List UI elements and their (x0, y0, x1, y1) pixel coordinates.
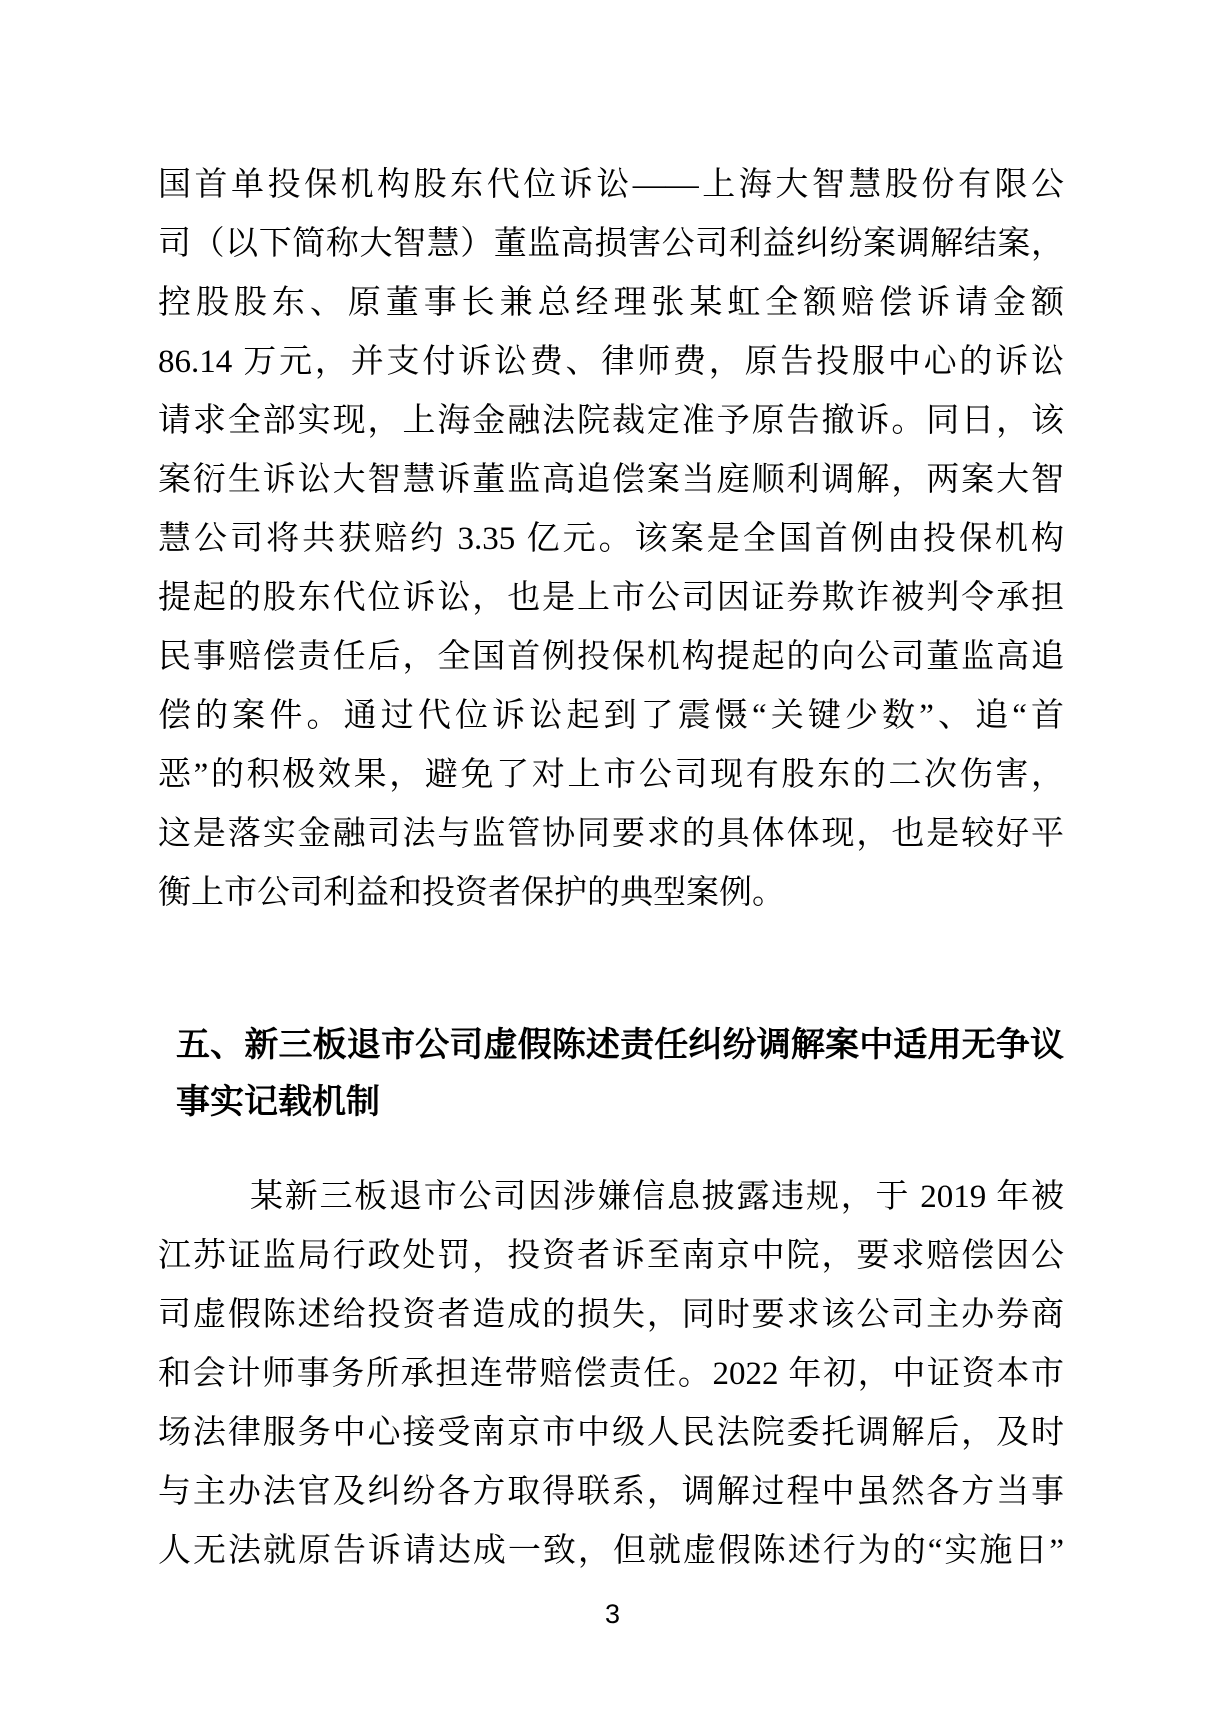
text-line: 民事赔偿责任后，全国首例投保机构提起的向公司董监高追 (158, 639, 1064, 675)
text-line: 某新三板退市公司因涉嫌信息披露违规，于 2019 年被 (250, 1179, 1064, 1215)
text-line: 与主办法官及纠纷各方取得联系，调解过程中虽然各方当事 (158, 1474, 1064, 1510)
text-line: 人无法就原告诉请达成一致，但就虚假陈述行为的“实施日” (158, 1533, 1064, 1569)
paragraph-body (158, 1168, 1064, 1581)
page-content (158, 156, 1064, 1581)
text-line: 江苏证监局行政处罚，投资者诉至南京中院，要求赔偿因公 (158, 1238, 1064, 1274)
text-line: 控股股东、原董事长兼总经理张某虹全额赔偿诉请金额 (158, 285, 1064, 321)
heading-line: 五、新三板退市公司虚假陈述责任纠纷调解案中适用无争议 (176, 1026, 1064, 1064)
text-line: 86.14 万元，并支付诉讼费、律师费，原告投服中心的诉讼 (158, 344, 1064, 380)
text-line: 恶”的积极效果，避免了对上市公司现有股东的二次伤害， (158, 757, 1064, 793)
text-line: 偿的案件。通过代位诉讼起到了震慑“关键少数”、追“首 (158, 698, 1064, 734)
text-line: 衡上市公司利益和投资者保护的典型案例。 (158, 875, 785, 911)
text-line: 场法律服务中心接受南京市中级人民法院委托调解后，及时 (158, 1415, 1064, 1451)
text-line: 请求全部实现，上海金融法院裁定准予原告撤诉。同日，该 (158, 403, 1064, 439)
text-line: 提起的股东代位诉讼，也是上市公司因证券欺诈被判令承担 (158, 580, 1064, 616)
text-line: 司虚假陈述给投资者造成的损失，同时要求该公司主办券商 (158, 1297, 1064, 1333)
text-line: 慧公司将共获赔约 3.35 亿元。该案是全国首例由投保机构 (158, 521, 1064, 557)
section-heading (176, 1017, 1064, 1131)
heading-line: 事实记载机制 (176, 1083, 380, 1121)
paragraph-continued (158, 156, 1064, 923)
text-line: 和会计师事务所承担连带赔偿责任。2022 年初，中证资本市 (158, 1356, 1064, 1392)
text-line: 司（以下简称大智慧）董监高损害公司利益纠纷案调解结案， (158, 226, 1064, 262)
text-line: 这是落实金融司法与监管协同要求的具体体现，也是较好平 (158, 816, 1064, 852)
page-number: 3 (604, 1599, 621, 1629)
text-line: 国首单投保机构股东代位诉讼——上海大智慧股份有限公 (158, 167, 1064, 203)
text-line: 案衍生诉讼大智慧诉董监高追偿案当庭顺利调解，两案大智 (158, 462, 1064, 498)
